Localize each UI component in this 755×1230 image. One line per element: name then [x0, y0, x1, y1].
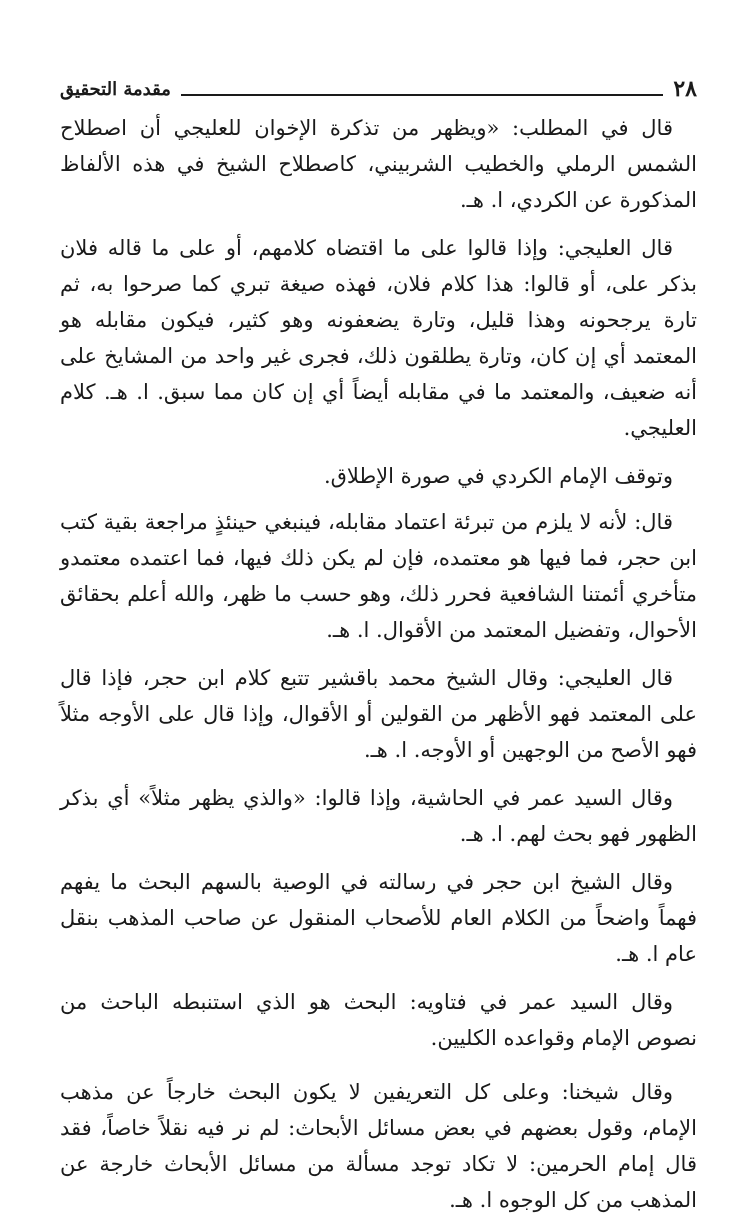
page-header	[60, 72, 697, 106]
paragraph-1: قال في المطلب: «ويظهر من تذكرة الإخوان للعليجي أن اصطلاح الشمس الرملي والخطيب الشربيني، كاصطلاح الشيخ في هذه الألفاظ المذكورة عن الكردي، ا. هـ.	[60, 116, 697, 212]
paragraph-3: وتوقف الإمام الكردي في صورة الإطلاق.	[323, 464, 673, 488]
paragraph-6: وقال السيد عمر في الحاشية، وإذا قالوا: «والذي يظهر مثلاً» أي بذكر الظهور فهو بحث لهم. ا. هـ.	[60, 786, 697, 846]
paragraph-7: وقال الشيخ ابن حجر في رسالته في الوصية بالسهم البحث ما يفهم فهماً واضحاً من الكلام العام للأصحاب المنقول عن صاحب المذهب بنقل عام ا. هـ.	[60, 870, 697, 966]
paragraph-9: وقال شيخنا: وعلى كل التعريفين لا يكون البحث خارجاً عن مذهب الإمام، وقول بعضهم في بعض مسائل الأبحاث: لم نر فيه نقلاً خاصاً، فقد قال إمام الحرمين: لا تكاد توجد مسألة من مسائل الأبحاث خارجة عن المذهب من كل الوجوه ا. هـ.	[60, 1080, 697, 1212]
paragraph-8: وقال السيد عمر في فتاويه: البحث هو الذي استنبطه الباحث من نصوص الإمام وقواعده الكليين.	[60, 990, 697, 1050]
paragraph-2: قال العليجي: وإذا قالوا على ما اقتضاه كلامهم، أو على ما قاله فلان بذكر على، أو قالوا: هذا كلام فلان، فهذه صيغة تبري كما صرحوا به، ثم تارة يرجحونه وهذا قليل، وتارة يضعفونه وهو كثير، فيكون مقابله هو المعتمد أي إن كان، وتارة يطلقون ذلك، فجرى غير واحد من المشايخ على أنه ضعيف، والمعتمد ما في مقابله أيضاً أي إن كان مما سبق. ا. هـ. كلام العليجي.	[60, 236, 697, 440]
page-number: ٢٨	[673, 76, 697, 102]
running-title: مقدمة التحقيق	[60, 78, 171, 100]
paragraph-4: قال: لأنه لا يلزم من تبرئة اعتماد مقابله، فينبغي حينئذٍ مراجعة بقية كتب ابن حجر، فما فيها هو معتمده، فإن لم يكن ذلك فيها، فما اعتمده معتمدو متأخري أئمتنا الشافعية فحرر ذلك، وهو حسب ما ظهر، والله أعلم بحقائق الأحوال، وتفضيل المعتمد من الأقوال. ا. هـ.	[60, 510, 697, 642]
page-body	[60, 110, 697, 1230]
header-rule	[181, 94, 664, 96]
paragraph-5: قال العليجي: وقال الشيخ محمد باقشير تتبع كلام ابن حجر، فإذا قال على المعتمد فهو الأظهر من القولين أو الأقوال، وإذا قال على الأوجه مثلاً فهو الأصح من الوجهين أو الأوجه. ا. هـ.	[60, 666, 697, 762]
